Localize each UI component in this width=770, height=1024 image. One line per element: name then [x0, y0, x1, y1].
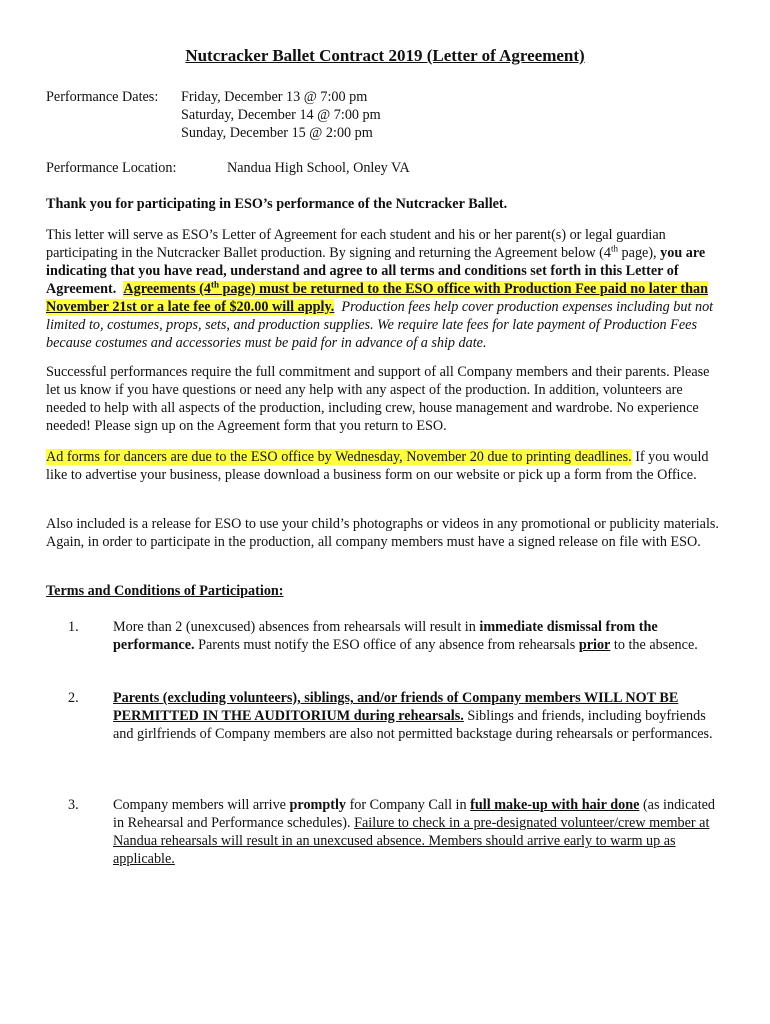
superscript-th: th — [610, 243, 618, 254]
superscript-th: th — [210, 279, 219, 290]
page-title: Nutcracker Ballet Contract 2019 (Letter of Agreement) — [185, 46, 585, 65]
agreement-bold-statement: you are indicating that you have read, understand and agree to all terms and conditions set forth in this Letter of Agreement. — [46, 245, 706, 297]
term-number: 3. — [68, 797, 79, 813]
ad-forms-paragraph — [46, 448, 720, 484]
performance-date-1: Friday, December 13 @ 7:00 pm — [181, 89, 368, 105]
production-fee-note: Production fees help cover production expenses including but not limited to, costumes, props, sets, and production supplies. We require late fees for late payment of Production Fees because costumes and accessories must be paid for in advance of a ship date. — [46, 299, 714, 351]
performance-location-value: Nandua High School, Onley VA — [227, 160, 410, 176]
ad-forms-deadline-highlight: Ad forms for dancers are due to the ESO office by Wednesday, November 20 due to printing deadlines. — [46, 449, 632, 465]
term-text-part: Parents must notify the ESO office of any absence from rehearsals — [194, 637, 579, 653]
agreement-intro-text-end: page), — [618, 245, 661, 261]
term-underline-text: Failure to check in a pre-designated volunteer/crew member at Nandua rehearsals will result in an unexcused absence. Members should arrive early to warm up as applicable. — [113, 815, 710, 867]
term-text — [113, 796, 720, 868]
term-text-part: Siblings and friends, including boyfriends and girlfriends of Company members are also not permitted backstage during rehearsals or performances. — [113, 708, 713, 742]
release-paragraph: Also included is a release for ESO to use your child’s photographs or videos in any promotional or publicity materials. Again, in order to participate in the production, all company members must have a signed release on file with ESO. — [46, 516, 719, 550]
ad-forms-text: If you would like to advertise your business, please download a business form on our website or pick up a form from the Office. — [46, 449, 709, 483]
performance-dates-label: Performance Dates: — [46, 89, 159, 105]
term-number: 1. — [68, 619, 79, 635]
deadline-text: Agreements (4 — [123, 281, 211, 297]
term-bold-underline-text: prior — [578, 637, 611, 653]
term-text-part: to the absence. — [610, 637, 698, 653]
performance-date-3: Sunday, December 15 @ 2:00 pm — [181, 125, 373, 141]
term-bold-text: promptly — [289, 797, 347, 813]
term-text-part: (as indicated in Rehearsal and Performance schedules). — [113, 797, 716, 831]
term-text-part: More than 2 (unexcused) absences from rehearsals will result in — [113, 619, 480, 635]
terms-heading: Terms and Conditions of Participation: — [46, 583, 284, 599]
term-text-part: Company members will arrive — [113, 797, 290, 813]
agreement-paragraph — [46, 226, 720, 352]
term-text — [113, 618, 720, 654]
term-text-part: for Company Call in — [346, 797, 471, 813]
agreement-intro-text: This letter will serve as ESO’s Letter of Agreement for each student and his or her parent(s) or legal guardian participating in the Nutcracker Ballet production. By signing and returning the Agreement below (4 — [46, 227, 666, 261]
performance-date-2: Saturday, December 14 @ 7:00 pm — [181, 107, 381, 123]
term-number: 2. — [68, 690, 79, 706]
term-bold-underline-text: Parents (excluding volunteers), siblings, and/or friends of Company members WILL NOT BE PERMITTED IN THE AUDITORIUM during rehearsals. — [113, 690, 679, 724]
term-bold-text: immediate dismissal from the performance. — [113, 619, 658, 653]
commitment-paragraph: Successful performances require the full commitment and support of all Company members and their parents. Please let us know if you have questions or need any help with any aspect of the production. In addition, volunteers are needed to help with all aspects of the production, including crew, house management and wardrobe. No experience needed! Please sign up on the Agreement form that you return to ESO. — [46, 364, 710, 434]
thank-you-line: Thank you for participating in ESO’s performance of the Nutcracker Ballet. — [46, 196, 508, 212]
term-bold-underline-text: full make-up with hair done — [470, 797, 640, 813]
performance-location-label: Performance Location: — [46, 160, 177, 176]
deadline-text-end: page) must be returned to the ESO office with Production Fee paid no later than November 21st or a late fee of $20.00 will apply. — [46, 281, 709, 315]
term-text — [113, 689, 720, 743]
